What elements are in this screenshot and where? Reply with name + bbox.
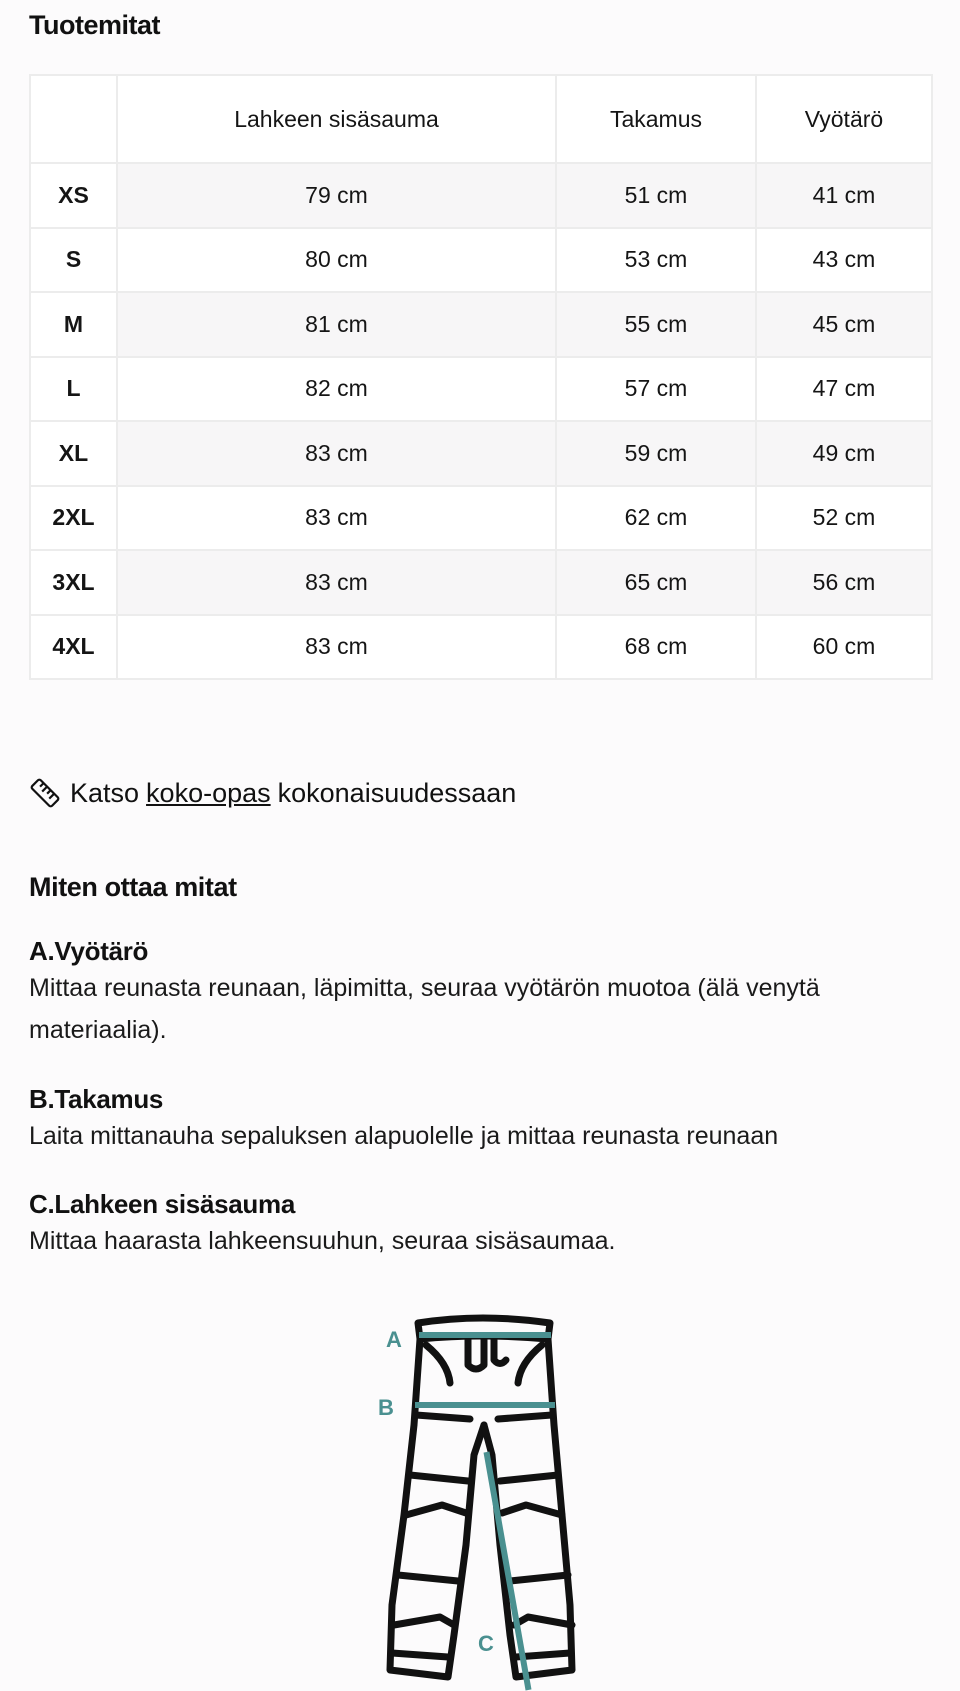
measure-seat	[29, 1083, 929, 1157]
table-row	[30, 550, 932, 615]
size-table	[29, 74, 933, 680]
measure-inseam-text: Mittaa haarasta lahkeensuuhun, seuraa sisäsaumaa.	[29, 1227, 616, 1255]
guide-suffix: kokonaisuudessaan	[277, 777, 517, 808]
waist-cell: 47 cm	[756, 357, 932, 422]
seat-cell: 65 cm	[556, 550, 756, 615]
size-cell: 3XL	[30, 550, 117, 615]
seat-cell: 53 cm	[556, 228, 756, 293]
table-row	[30, 292, 932, 357]
seat-cell: 59 cm	[556, 421, 756, 486]
waist-cell: 41 cm	[756, 163, 932, 228]
waist-cell: 49 cm	[756, 421, 932, 486]
table-row	[30, 486, 932, 551]
inseam-cell: 82 cm	[117, 357, 556, 422]
seat-cell: 55 cm	[556, 292, 756, 357]
column-header-inseam: Lahkeen sisäsauma	[117, 75, 556, 163]
size-guide-row	[29, 777, 516, 809]
size-cell: 2XL	[30, 486, 117, 551]
inseam-cell: 81 cm	[117, 292, 556, 357]
inseam-cell: 80 cm	[117, 228, 556, 293]
inseam-cell: 83 cm	[117, 550, 556, 615]
table-row	[30, 163, 932, 228]
seat-cell: 62 cm	[556, 486, 756, 551]
table-row	[30, 228, 932, 293]
measure-waist-text: Mittaa reunasta reunaan, läpimitta, seuraa vyötärön muotoa (älä venytä materiaalia).	[29, 974, 820, 1044]
inseam-cell: 83 cm	[117, 615, 556, 680]
size-cell: XL	[30, 421, 117, 486]
trousers-illustration	[370, 1305, 600, 1691]
inseam-cell: 79 cm	[117, 163, 556, 228]
waist-cell: 60 cm	[756, 615, 932, 680]
seat-cell: 51 cm	[556, 163, 756, 228]
table-row	[30, 421, 932, 486]
page-title: Tuotemitat	[29, 10, 160, 40]
guide-prefix: Katso	[70, 777, 140, 808]
measure-inseam	[29, 1188, 929, 1262]
measure-waist-title: A.Vyötärö	[29, 936, 149, 966]
size-cell: L	[30, 357, 117, 422]
column-header-seat: Takamus	[556, 75, 756, 163]
size-guide-link[interactable]: koko-opas	[146, 777, 271, 808]
seat-cell: 68 cm	[556, 615, 756, 680]
measure-inseam-title: C.Lahkeen sisäsauma	[29, 1189, 295, 1219]
table-row	[30, 615, 932, 680]
waist-cell: 52 cm	[756, 486, 932, 551]
seat-cell: 57 cm	[556, 357, 756, 422]
inseam-cell: 83 cm	[117, 421, 556, 486]
table-row	[30, 357, 932, 422]
waist-cell: 45 cm	[756, 292, 932, 357]
how-to-measure-title: Miten ottaa mitat	[29, 872, 237, 902]
ruler-icon	[29, 777, 61, 809]
inseam-cell: 83 cm	[117, 486, 556, 551]
size-cell: XS	[30, 163, 117, 228]
size-cell: 4XL	[30, 615, 117, 680]
label-b: B	[378, 1395, 394, 1420]
column-header-waist: Vyötärö	[756, 75, 932, 163]
waist-cell: 43 cm	[756, 228, 932, 293]
size-cell: M	[30, 292, 117, 357]
label-c: C	[478, 1631, 494, 1656]
table-header-row	[30, 75, 932, 163]
trousers-diagram	[370, 1305, 600, 1691]
measure-seat-text: Laita mittanauha sepaluksen alapuolelle ja mittaa reunasta reunaan	[29, 1122, 779, 1150]
label-a: A	[386, 1327, 402, 1352]
waist-cell: 56 cm	[756, 550, 932, 615]
column-header-size	[30, 75, 117, 163]
measure-seat-title: B.Takamus	[29, 1084, 164, 1114]
size-cell: S	[30, 228, 117, 293]
measure-waist	[29, 935, 929, 1051]
